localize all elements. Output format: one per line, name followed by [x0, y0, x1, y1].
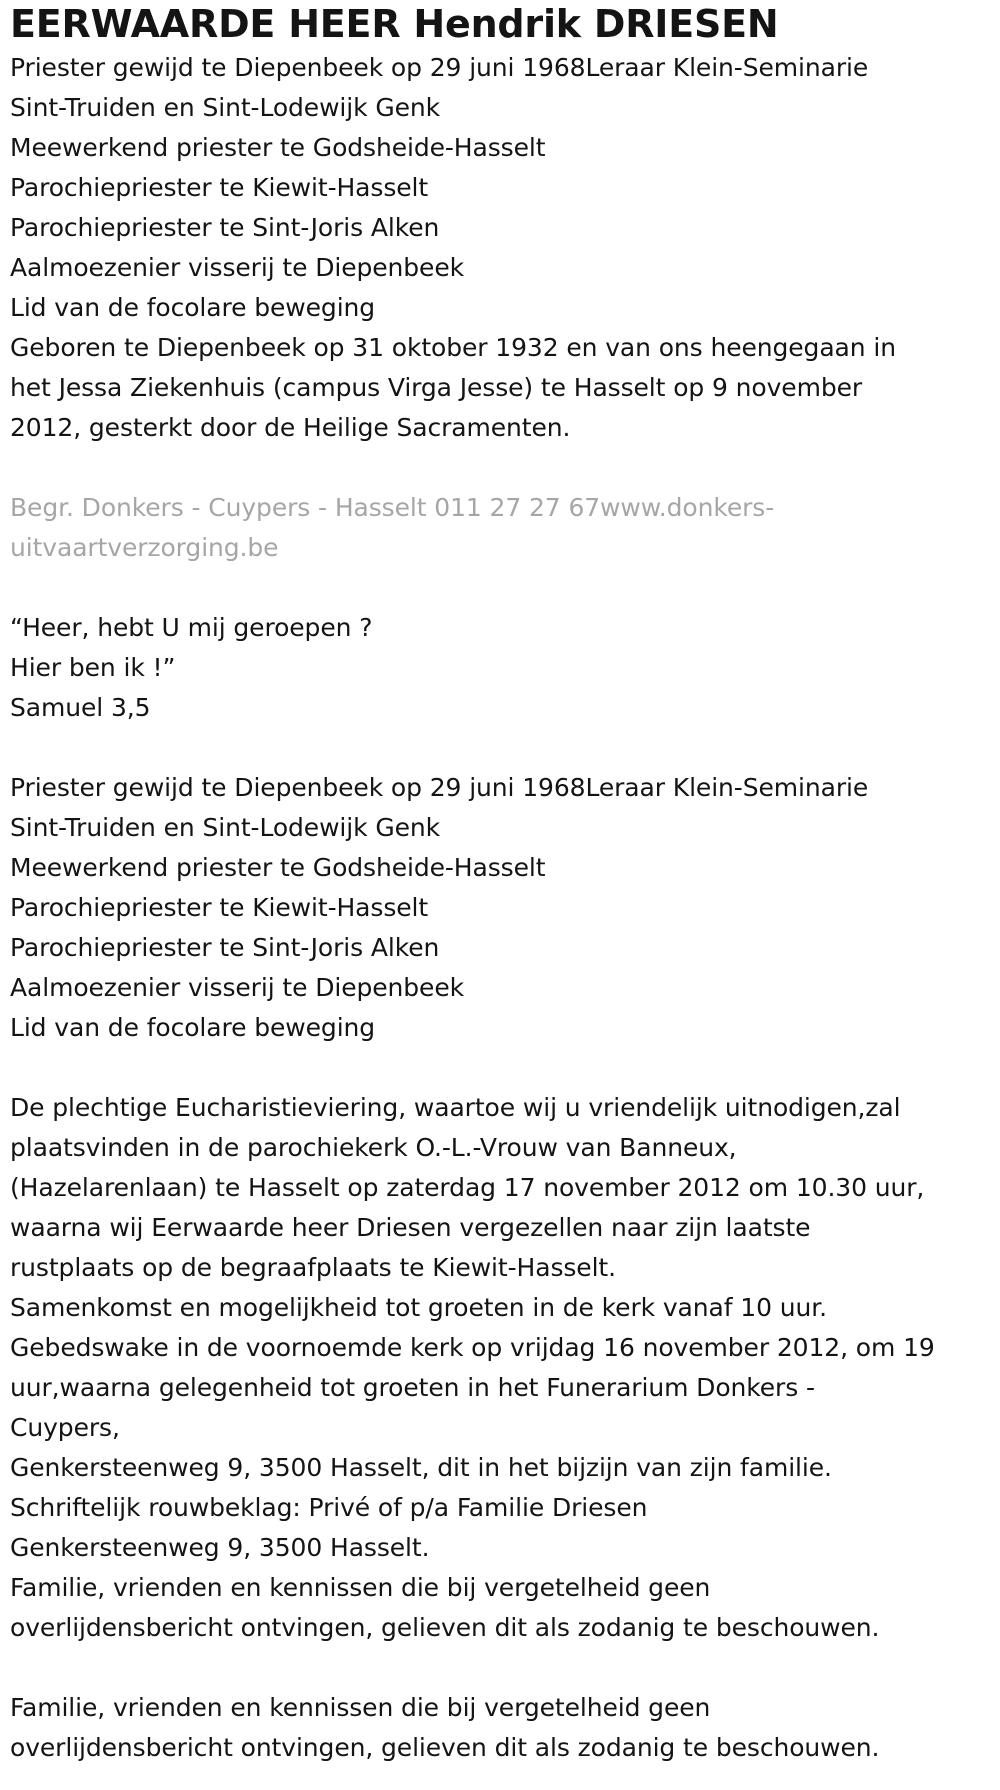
undertaker-line: uitvaartverzorging.be: [10, 533, 279, 562]
intro-section: [10, 48, 990, 448]
ceremony-line: Genkersteenweg 9, 3500 Hasselt, dit in het bijzijn van zijn familie.: [10, 1453, 832, 1482]
intro-line: Priester gewijd te Diepenbeek op 29 juni 1968Leraar Klein-Seminarie: [10, 53, 869, 82]
intro-line: Sint-Truiden en Sint-Lodewijk Genk: [10, 93, 441, 122]
career-section: [10, 768, 990, 1048]
intro-line: het Jessa Ziekenhuis (campus Virga Jesse) te Hasselt op 9 november: [10, 373, 863, 402]
ceremony-section: [10, 1088, 990, 1648]
undertaker-line: Begr. Donkers - Cuypers - Hasselt 011 27 27 67www.donkers-: [10, 493, 775, 522]
ceremony-line: Cuypers,: [10, 1413, 120, 1442]
career-line: Parochiepriester te Kiewit-Hasselt: [10, 893, 429, 922]
intro-line: Lid van de focolare beweging: [10, 293, 376, 322]
intro-line: Meewerkend priester te Godsheide-Hasselt: [10, 133, 546, 162]
intro-line: 2012, gesterkt door de Heilige Sacramenten.: [10, 413, 571, 442]
career-line: Sint-Truiden en Sint-Lodewijk Genk: [10, 813, 441, 842]
intro-line: Parochiepriester te Sint-Joris Alken: [10, 213, 440, 242]
closing-section: [10, 1688, 990, 1768]
ceremony-line: Schriftelijk rouwbeklag: Privé of p/a Familie Driesen: [10, 1493, 648, 1522]
closing-line: Familie, vrienden en kennissen die bij vergetelheid geen: [10, 1693, 711, 1722]
career-line: Lid van de focolare beweging: [10, 1013, 376, 1042]
career-line: Priester gewijd te Diepenbeek op 29 juni 1968Leraar Klein-Seminarie: [10, 773, 869, 802]
career-line: Parochiepriester te Sint-Joris Alken: [10, 933, 440, 962]
section-spacer: [10, 728, 990, 768]
undertaker-section: [10, 488, 990, 568]
ceremony-line: (Hazelarenlaan) te Hasselt op zaterdag 17 november 2012 om 10.30 uur,: [10, 1173, 925, 1202]
section-spacer: [10, 448, 990, 488]
intro-line: Geboren te Diepenbeek op 31 oktober 1932 en van ons heengegaan in: [10, 333, 896, 362]
ceremony-line: plaatsvinden in de parochiekerk O.-L.-Vrouw van Banneux,: [10, 1133, 737, 1162]
closing-line: overlijdensbericht ontvingen, gelieven dit als zodanig te beschouwen.: [10, 1733, 880, 1762]
career-line: Meewerkend priester te Godsheide-Hasselt: [10, 853, 546, 882]
ceremony-line: uur,waarna gelegenheid tot groeten in het Funerarium Donkers -: [10, 1373, 815, 1402]
ceremony-line: Gebedswake in de voornoemde kerk op vrijdag 16 november 2012, om 19: [10, 1333, 935, 1362]
ceremony-line: overlijdensbericht ontvingen, gelieven dit als zodanig te beschouwen.: [10, 1613, 880, 1642]
career-line: Aalmoezenier visserij te Diepenbeek: [10, 973, 464, 1002]
quote-line: Hier ben ik !”: [10, 653, 176, 682]
ceremony-line: Familie, vrienden en kennissen die bij vergetelheid geen: [10, 1573, 711, 1602]
quote-line: “Heer, hebt U mij geroepen ?: [10, 613, 373, 642]
quote-section: [10, 608, 990, 728]
section-spacer: [10, 1048, 990, 1088]
intro-line: Parochiepriester te Kiewit-Hasselt: [10, 173, 429, 202]
page-title: EERWAARDE HEER Hendrik DRIESEN: [10, 2, 779, 46]
section-spacer: [10, 568, 990, 608]
ceremony-line: waarna wij Eerwaarde heer Driesen vergezellen naar zijn laatste: [10, 1213, 811, 1242]
quote-source: Samuel 3,5: [10, 693, 151, 722]
ceremony-line: rustplaats op de begraafplaats te Kiewit-Hasselt.: [10, 1253, 616, 1282]
ceremony-line: Genkersteenweg 9, 3500 Hasselt.: [10, 1533, 430, 1562]
ceremony-line: Samenkomst en mogelijkheid tot groeten in de kerk vanaf 10 uur.: [10, 1293, 827, 1322]
section-spacer: [10, 1648, 990, 1688]
ceremony-line: De plechtige Eucharistieviering, waartoe wij u vriendelijk uitnodigen,zal: [10, 1093, 901, 1122]
intro-line: Aalmoezenier visserij te Diepenbeek: [10, 253, 464, 282]
